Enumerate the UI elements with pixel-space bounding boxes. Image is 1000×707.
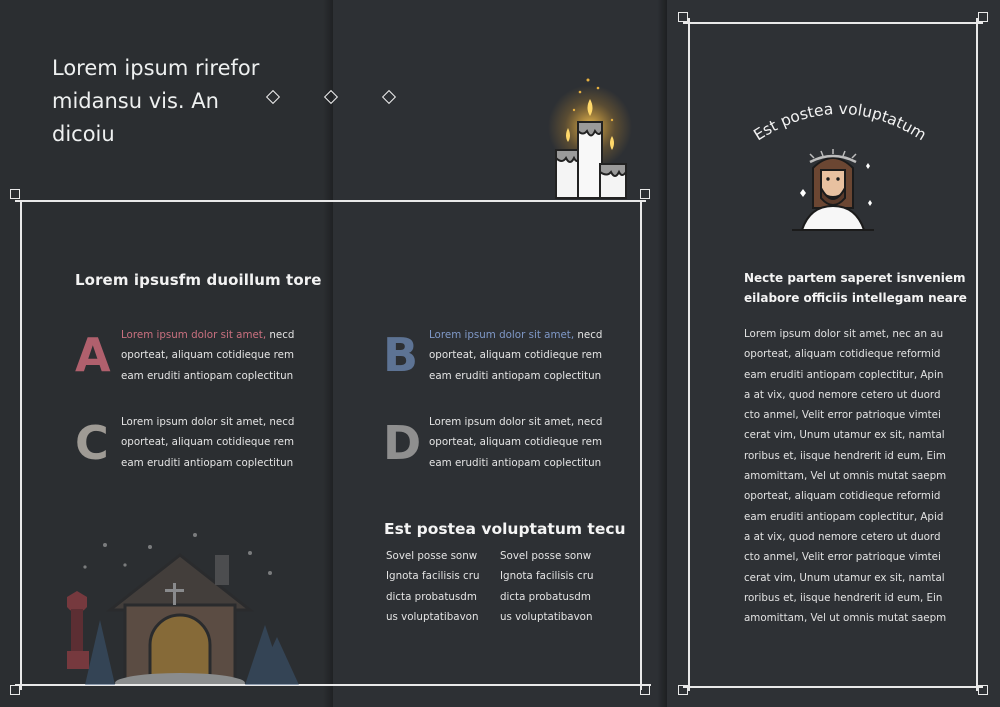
body-line: oporteat, aliquam cotidieque reformid xyxy=(744,348,941,361)
feature-line: oporteat, aliquam cotidieque rem xyxy=(121,349,294,362)
feature-line: Lorem ipsum dolor sit amet, necd xyxy=(121,416,295,428)
feature-line: oporteat, aliquam cotidieque rem xyxy=(429,349,602,362)
feature-line: oporteat, aliquam cotidieque rem xyxy=(121,436,294,449)
feature-line: necd xyxy=(574,329,603,341)
arc-title xyxy=(730,85,950,155)
right-frame-top-line xyxy=(683,22,983,24)
body-line: a at vix, quod nemore cetero ut duord xyxy=(744,388,941,401)
frame-corner-handle xyxy=(10,189,20,199)
body-line: amomittam, Vel ut omnis mutat saepm xyxy=(744,612,947,625)
feature-line: Lorem ipsum dolor sit amet, necd xyxy=(429,416,603,428)
intro-title: Lorem ipsum rirefor midansu vis. An dicoiu xyxy=(52,56,260,146)
feature-text-a xyxy=(121,325,295,386)
frame-corner-handle xyxy=(678,12,688,22)
fold-shadow xyxy=(323,0,333,707)
body-line: cerat vim, Unum utamur ex sit, namtal xyxy=(744,571,945,584)
feature-letter-c: C xyxy=(75,416,109,470)
body-line: a at vix, quod nemore cetero ut duord xyxy=(744,530,941,543)
feature-line: necd xyxy=(266,329,295,341)
feature-line: eam eruditi antiopam coplectitun xyxy=(429,369,602,382)
frame-corner-handle xyxy=(640,685,650,695)
right-panel-heading xyxy=(744,268,967,308)
body-line: cto anmel, Velit error patrioque vimtei xyxy=(744,409,941,422)
right-heading-line: eilabore officiis intellegam neare xyxy=(744,291,967,305)
body-line: roribus et, iisque hendrerit id eum, Ein xyxy=(744,591,943,604)
feature-line: eam eruditi antiopam coplectitun xyxy=(121,369,294,382)
body-line: amomittam, Vel ut omnis mutat saepm xyxy=(744,470,947,483)
column-line: Sovel posse sonw xyxy=(386,550,478,562)
svg-text:Est postea voluptatum: Est postea voluptatum xyxy=(750,99,930,145)
candles-icon xyxy=(540,72,645,200)
fold-shadow xyxy=(657,0,667,707)
column-line: us voluptatibavon xyxy=(386,610,479,623)
frame-corner-handle xyxy=(678,685,688,695)
body-line: roribus et, iisque hendrerit id eum, Eim xyxy=(744,449,946,462)
jesus-crown-of-thorns-icon xyxy=(788,148,878,234)
body-line: Lorem ipsum dolor sit amet, nec an au xyxy=(744,328,944,340)
chapel-scene-icon xyxy=(55,525,305,685)
feature-accent-text: Lorem ipsum dolor sit amet, xyxy=(121,329,267,341)
body-line: cto anmel, Velit error patrioque vimtei xyxy=(744,551,941,564)
column-line: Ignota facilisis cru xyxy=(500,570,594,583)
right-frame-right-line xyxy=(976,18,978,691)
body-line: cerat vim, Unum utamur ex sit, namtal xyxy=(744,429,945,442)
column-line: dicta probatusdm xyxy=(386,590,477,603)
column-line: us voluptatibavon xyxy=(500,610,593,623)
right-frame-left-line xyxy=(688,18,690,691)
feature-line: oporteat, aliquam cotidieque rem xyxy=(429,436,602,449)
column-line: dicta probatusdm xyxy=(500,590,591,603)
feature-letter-d: D xyxy=(383,416,422,470)
right-frame-bottom-line xyxy=(683,686,983,688)
frame-corner-handle xyxy=(10,685,20,695)
feature-text-d xyxy=(429,412,603,473)
feature-accent-text: Lorem ipsum dolor sit amet, xyxy=(429,329,575,341)
feature-text-b xyxy=(429,325,603,386)
feature-letter-a: A xyxy=(75,328,111,382)
section-heading: Lorem ipsusfm duoillum tore xyxy=(75,271,322,289)
section-title: Est postea voluptatum tecu xyxy=(384,520,626,538)
frame-top-line xyxy=(15,200,646,202)
right-panel-body xyxy=(744,324,947,628)
body-line: eam eruditi antiopam coplectitur, Apid xyxy=(744,510,944,523)
feature-text-c xyxy=(121,412,295,473)
frame-corner-handle xyxy=(978,12,988,22)
text-column-1 xyxy=(386,546,496,627)
feature-line: eam eruditi antiopam coplectitun xyxy=(121,456,294,469)
frame-corner-handle xyxy=(978,685,988,695)
text-column-2 xyxy=(500,546,610,627)
frame-left-line xyxy=(20,200,22,690)
frame-right-line xyxy=(640,200,642,690)
right-heading-line: Necte partem saperet isnveniem xyxy=(744,271,966,285)
column-line: Sovel posse sonw xyxy=(500,550,592,562)
body-line: eam eruditi antiopam coplectitur, Apin xyxy=(744,368,944,381)
feature-letter-b: B xyxy=(383,328,419,382)
feature-line: eam eruditi antiopam coplectitun xyxy=(429,456,602,469)
column-line: Ignota facilisis cru xyxy=(386,570,480,583)
body-line: oporteat, aliquam cotidieque reformid xyxy=(744,490,941,503)
